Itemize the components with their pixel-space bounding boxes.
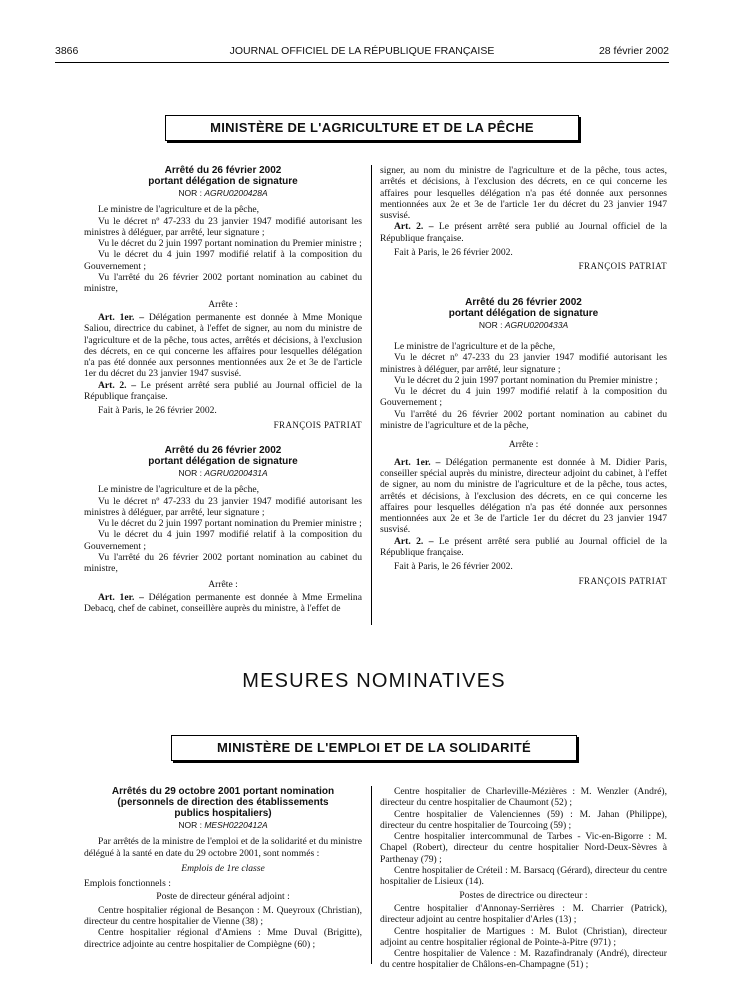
header-rule [55,62,669,63]
paragraph: Vu l'arrêté du 26 février 2002 portant nomination au cabinet du ministre, [84,552,362,575]
nor-reference: NOR : AGRU0200433A [478,319,569,330]
list-item: Centre hospitalier de Créteil : M. Barsacq (Gérard), directeur du centre hospitalier de Lisieux (14). [380,865,667,888]
journal-title: JOURNAL OFFICIEL DE LA RÉPUBLIQUE FRANÇAISE [229,45,495,57]
subheading: Emplois fonctionnels : [84,878,171,890]
decree-subtitle: (personnels de direction des établissements [117,797,329,808]
list-item: Centre hospitalier intercommunal de Tarbes - Vic-en-Bigorre : M. Chapel (Robert), directeur du centre hospitalier Nord-Deux-Sèvres à Parthenay (79) ; [380,831,667,865]
paragraph: Le ministre de l'agriculture et de la pêche, [394,340,556,352]
arrete-heading: Arrête : [208,578,238,590]
column-left-section1 [84,165,362,615]
decree-subtitle: portant délégation de signature [148,176,298,187]
paragraph: Le ministre de l'agriculture et de la pêche, [98,204,260,216]
paragraph: Vu le décret nº 47-233 du 23 janvier 1947 modifié autorisant les ministres à déléguer, par arrêté, leur signature ; [84,495,362,518]
subheading: Poste de directeur général adjoint : [156,891,290,903]
list-item: Centre hospitalier régional de Besançon : M. Queyroux (Christian), directeur du centre hospitalier de Vienne (38) ; [84,904,362,928]
arrete-heading: Arrête : [508,439,539,451]
paragraph: Vu le décret nº 47-233 du 23 janvier 1947 modifié autorisant les ministres à déléguer, par arrêté, leur signature ; [84,215,362,238]
paragraph: Vu le décret du 4 juin 1997 modifié relatif à la composition du Gouvernement ; [84,249,362,272]
column-right-section1 [380,165,667,587]
list-item: Centre hospitalier de Valence : M. Razafindranaly (André), directeur du centre hospitalier de Châlons-en-Champagne (51) ; [380,948,667,971]
column-left-section2 [84,786,362,950]
signature: FRANÇOIS PATRIAT [273,419,362,430]
decree-title: Arrêté du 26 février 2002 [164,165,282,176]
decree-subtitle: publics hospitaliers) [174,808,272,819]
nor-reference: NOR : MESH0220412A [178,820,268,830]
nor-reference: NOR : AGRU0200431A [178,467,268,478]
section-heading-mesures-nominatives: MESURES NOMINATIVES [242,670,506,692]
column-right-section2 [380,786,667,971]
decree-title: Arrêté du 26 février 2002 [465,296,582,308]
paragraph: Vu le décret du 4 juin 1997 modifié relatif à la composition du Gouvernement ; [84,529,362,552]
column-divider [371,165,372,625]
article-2: Art. 2. – Le présent arrêté sera publié au Journal officiel de la République française. [380,221,667,244]
fait-line: Fait à Paris, le 26 février 2002. [394,561,513,573]
paragraph: Vu le décret du 2 juin 1997 portant nomination du Premier ministre ; [98,238,362,250]
paragraph: Vu le décret du 4 juin 1997 modifié relatif à la composition du Gouvernement ; [380,386,667,409]
article-1: Art. 1er. – Délégation permanente est donnée à Mme Ermelina Debacq, chef de cabinet, conseillère auprès du ministre, à l'effet de [84,591,362,615]
article-2: Art. 2. – Le présent arrêté sera publié au Journal officiel de la République française. [380,535,667,559]
issue-date: 28 février 2002 [598,45,669,57]
nor-reference: NOR : AGRU0200428A [178,188,268,198]
list-item: Centre hospitalier de Martigues : M. Bulot (Christian), directeur adjoint au centre hospitalier régional de Pointe-à-Pitre (971) ; [380,925,667,948]
intro-paragraph: Par arrêtés de la ministre de l'emploi et de la solidarité et du ministre délégué à la santé en date du 29 octobre 2001, sont nommés : [84,836,362,859]
paragraph: Vu le décret du 2 juin 1997 portant nomination du Premier ministre ; [98,518,362,530]
article-2: Art. 2. – Le présent arrêté sera publié au Journal officiel de la République française. [84,379,362,403]
subheading: Postes de directrice ou directeur : [459,889,588,901]
ministry-heading-agriculture: MINISTÈRE DE L'AGRICULTURE ET DE LA PÊCHE [165,115,579,141]
column-divider [371,786,372,964]
category-heading: Emplois de 1re classe [181,862,265,874]
list-item: Centre hospitalier de Charleville-Mézières : M. Wenzler (André), directeur du centre hospitalier de Chaumont (52) ; [380,786,667,809]
page-number: 3866 [55,45,79,57]
article-1: Art. 1er. – Délégation permanente est donnée à M. Didier Paris, conseiller spécial auprès du ministre, directeur adjoint du cabinet, à l'effet de signer, au nom du ministre de l'agriculture et de la pêche, tous actes, arrêtés et décisions, à l'exclusion des décrets, en ce qui concerne les affaires pour lesquelles délégation n'a pas été donnée aux personnes mentionnées aux 2e et 3e de l'article 1er du décret du 23 janvier 1947 susvisé. [380,456,667,536]
article-1: Art. 1er. – Délégation permanente est donnée à Mme Monique Saliou, directrice du cabinet, à l'effet de signer, au nom du ministre de l'agriculture et de la pêche, tous actes, arrêtés et décisions, à l'exclusion des décrets, en ce qui concerne les affaires pour lesquelles délégation n'a pas été donnée aux personnes mentionnées aux 2e et 3e de l'article 1er du décret du 23 janvier 1947 susvisé. [84,311,362,380]
list-item: Centre hospitalier régional d'Amiens : Mme Duval (Brigitte), directrice adjointe au centre hospitalier de Compiègne (60) ; [84,927,362,950]
decree-title: Arrêté du 26 février 2002 [164,444,282,456]
paragraph: Vu le décret du 2 juin 1997 portant nomination du Premier ministre ; [394,374,658,386]
paragraph: Le ministre de l'agriculture et de la pêche, [98,484,260,496]
list-item: Centre hospitalier d'Annonay-Serrières : M. Charrier (Patrick), directeur adjoint au centre hospitalier d'Arles (13) ; [380,902,667,926]
decree-subtitle: portant délégation de signature [148,455,298,467]
paragraph: Vu l'arrêté du 26 février 2002 portant nomination au cabinet du ministre de l'agriculture et de la pêche, [380,408,667,432]
paragraph: Vu le décret nº 47-233 du 23 janvier 1947 modifié autorisant les ministres à déléguer, par arrêté, leur signature ; [380,352,667,375]
decree-title: Arrêtés du 29 octobre 2001 portant nomination [111,786,335,797]
list-item: Centre hospitalier de Valenciennes (59) : M. Jahan (Philippe), directeur du centre hospitalier de Tourcoing (59) ; [380,808,667,831]
arrete-heading: Arrête : [208,298,238,310]
article-1-continued: signer, au nom du ministre de l'agriculture et de la pêche, tous actes, arrêtés et décisions, à l'exclusion des décrets, en ce qui concerne les affaires pour lesquelles délégation n'a pas été donnée aux personnes mentionnées aux 2e et 3e de l'article 1er du décret du 23 janvier 1947 susvisé. [380,165,667,222]
signature: FRANÇOIS PATRIAT [578,575,667,586]
signature: FRANÇOIS PATRIAT [578,261,667,272]
paragraph: Vu l'arrêté du 26 février 2002 portant nomination au cabinet du ministre, [84,272,362,295]
fait-line: Fait à Paris, le 26 février 2002. [98,405,217,417]
decree-subtitle: portant délégation de signature [448,307,599,319]
fait-line: Fait à Paris, le 26 février 2002. [394,247,513,259]
ministry-heading-emploi: MINISTÈRE DE L'EMPLOI ET DE LA SOLIDARITÉ [171,735,577,761]
